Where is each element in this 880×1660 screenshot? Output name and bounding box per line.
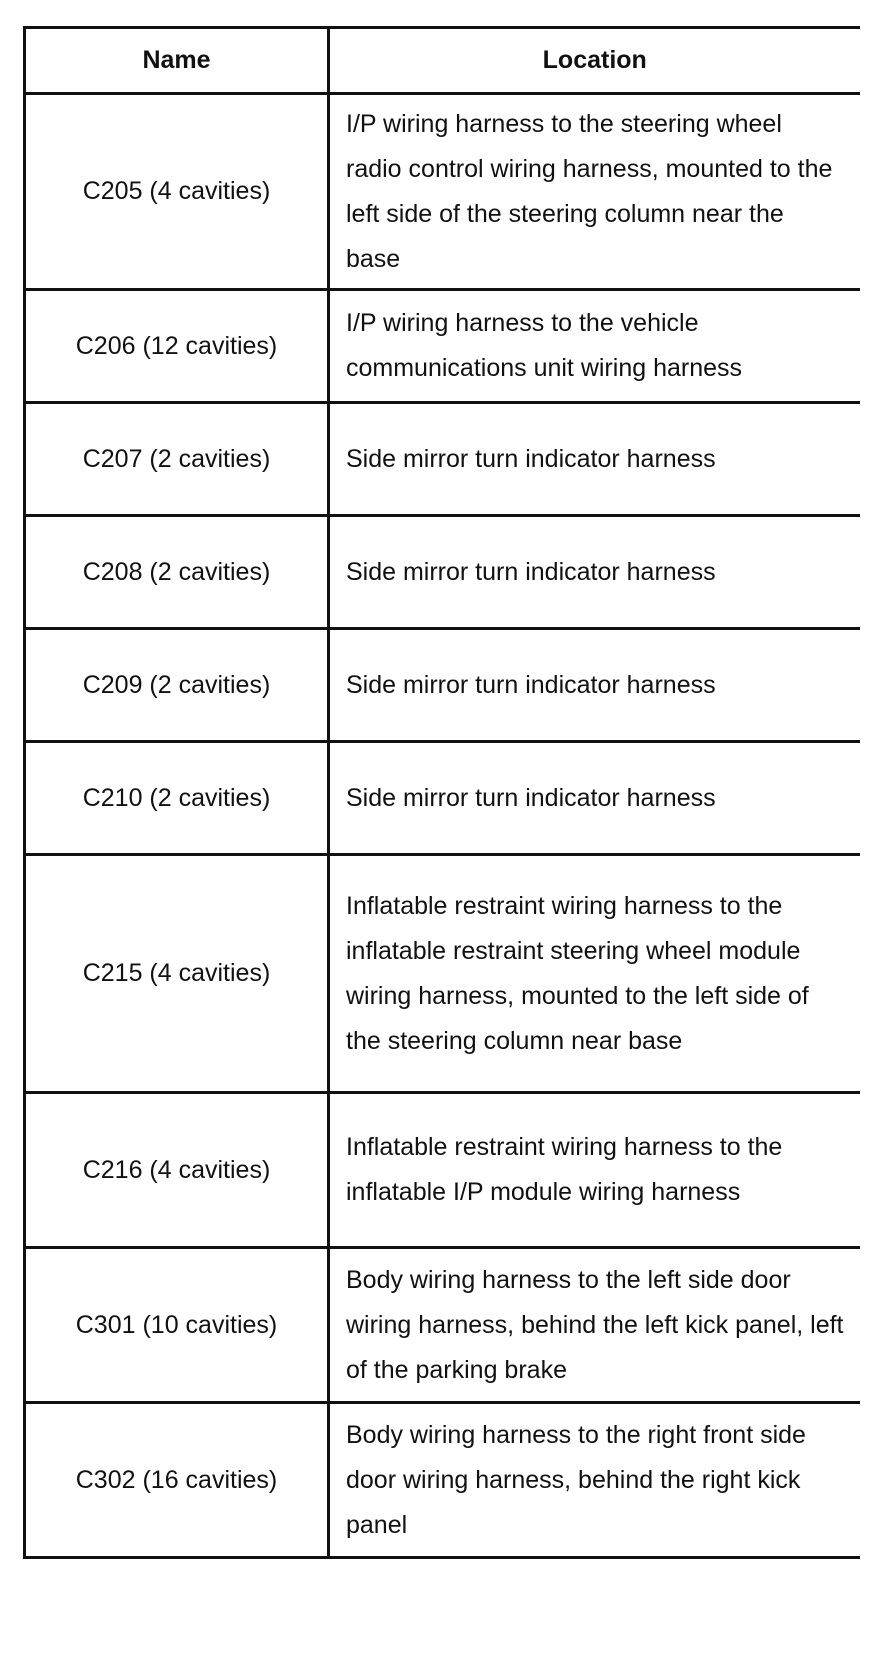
column-header-location: Location [329,28,860,94]
table-row [25,403,860,516]
connector-name: C216 (4 cavities) [25,1093,329,1248]
table-row [25,629,860,742]
connector-name: C206 (12 cavities) [25,290,329,403]
connector-location: I/P wiring harness to the vehicle communications unit wiring harness [329,290,860,403]
connector-location: Side mirror turn indicator harness [329,629,860,742]
table-row [25,516,860,629]
connector-location: Side mirror turn indicator harness [329,742,860,855]
connector-name: C208 (2 cavities) [25,516,329,629]
connector-location: Inflatable restraint wiring harness to the inflatable I/P module wiring harness [329,1093,860,1248]
table-row [25,290,860,403]
connector-location: Inflatable restraint wiring harness to the inflatable restraint steering wheel module wiring harness, mounted to the left side of the steering column near base [329,855,860,1093]
table-row [25,742,860,855]
connector-location: Body wiring harness to the left side door wiring harness, behind the left kick panel, left of the parking brake [329,1248,860,1403]
connector-location: Side mirror turn indicator harness [329,403,860,516]
table-row [25,855,860,1093]
connector-name: C205 (4 cavities) [25,94,329,290]
column-header-name: Name [25,28,329,94]
table-row [25,1093,860,1248]
connector-name: C215 (4 cavities) [25,855,329,1093]
table-row [25,1248,860,1403]
connector-name: C210 (2 cavities) [25,742,329,855]
connector-location: I/P wiring harness to the steering wheel radio control wiring harness, mounted to the left side of the steering column near the base [329,94,860,290]
connector-location: Side mirror turn indicator harness [329,516,860,629]
table-row [25,94,860,290]
table-row [25,1403,860,1558]
connector-location-table [23,26,860,1559]
connector-name: C209 (2 cavities) [25,629,329,742]
connector-name: C301 (10 cavities) [25,1248,329,1403]
table-header-row [25,28,860,94]
connector-name: C207 (2 cavities) [25,403,329,516]
connector-name: C302 (16 cavities) [25,1403,329,1558]
connector-location: Body wiring harness to the right front side door wiring harness, behind the right kick panel [329,1403,860,1558]
